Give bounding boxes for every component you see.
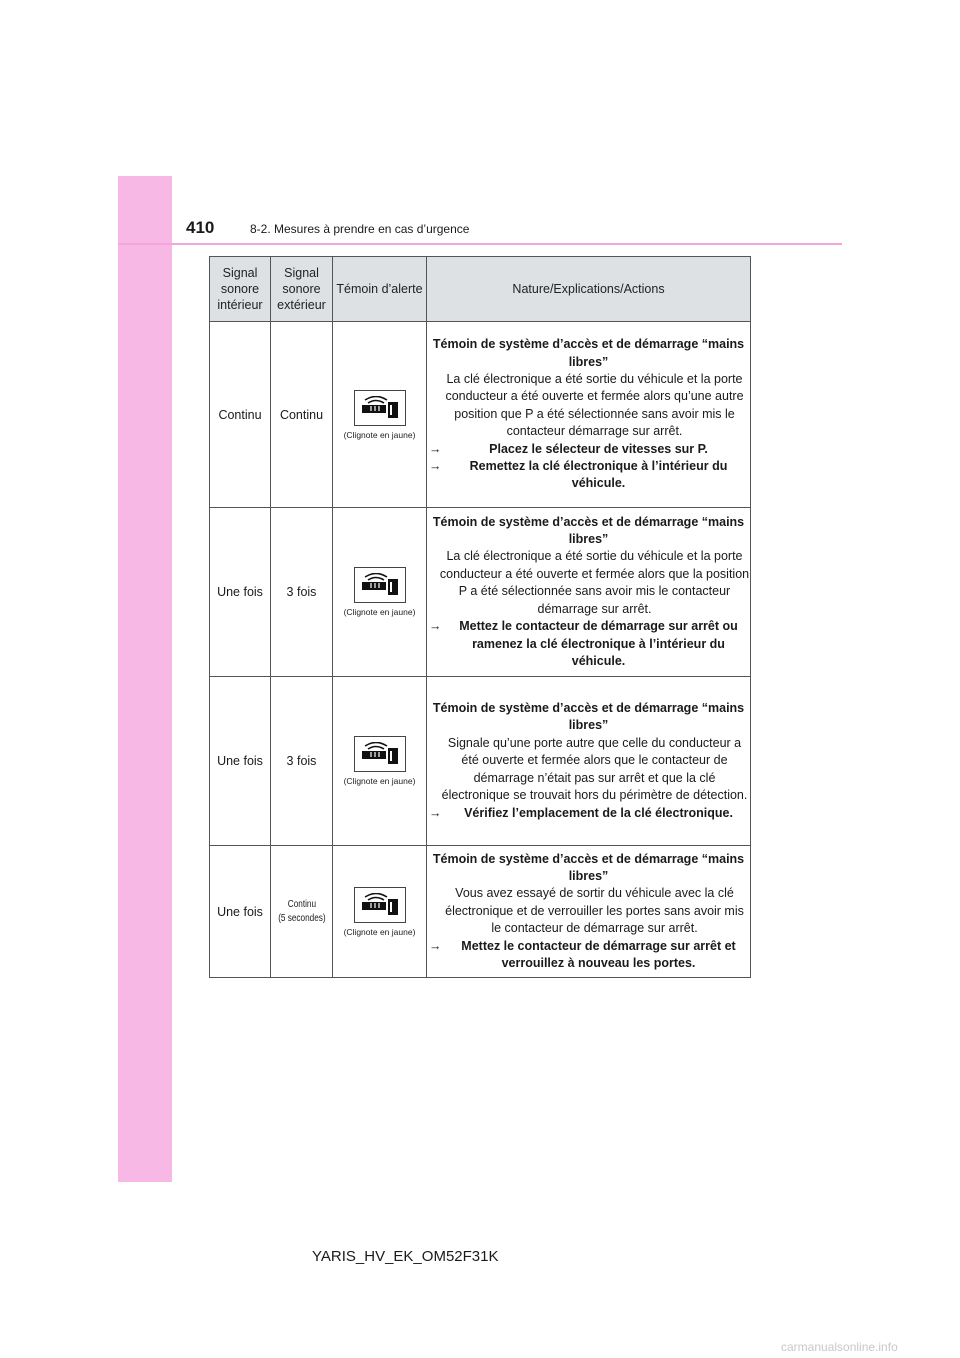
smart-key-alert-icon xyxy=(354,736,406,772)
row-title: Témoin de système d’accès et de démarrage “mains libres” xyxy=(432,514,745,547)
table-row xyxy=(210,846,751,978)
row-explanation: La clé électronique a été sortie du véhicule et la porte conducteur a été ouverte et fermée alors qu’une autre position que P a été sélectionnée sans avoir mis le contacteur démarrage sur arrêt. xyxy=(445,371,744,439)
page-number: 410 xyxy=(186,218,215,237)
indicator-caption: (Clignote en jaune) xyxy=(343,776,416,786)
action-item: → Mettez le contacteur de démarrage sur arrêt ou ramenez la clé électronique à l’intérieur du véhicule. xyxy=(429,619,738,668)
row-explanation: Vous avez essayé de sortir du véhicule avec la clé électronique et de verrouiller les portes sans avoir mis le contacteur de démarrage sur arrêt. xyxy=(445,886,744,936)
exterior-buzzer-cell: Continu xyxy=(271,322,333,508)
warning-light-cell xyxy=(333,508,427,677)
exterior-buzzer-cell: 3 fois xyxy=(271,508,333,677)
table-row xyxy=(210,508,751,677)
site-watermark: carmanualsonline.info xyxy=(781,1340,898,1354)
table-row xyxy=(210,322,751,508)
action-item: → Placez le sélecteur de vitesses sur P. xyxy=(427,441,750,458)
action-item: → Remettez la clé électronique à l’intérieur du véhicule. xyxy=(429,459,728,491)
arrow-icon: → xyxy=(429,938,442,953)
header-divider xyxy=(118,243,842,245)
header-interior-buzzer: Signal sonore intérieur xyxy=(210,257,271,322)
nature-cell xyxy=(427,677,751,846)
arrow-icon: → xyxy=(429,805,442,820)
nature-cell xyxy=(427,322,751,508)
smart-key-alert-icon xyxy=(354,567,406,603)
indicator-caption: (Clignote en jaune) xyxy=(343,429,416,440)
arrow-icon: → xyxy=(429,441,442,456)
interior-buzzer-cell: Continu xyxy=(210,322,271,508)
interior-buzzer-cell: Une fois xyxy=(210,508,271,677)
arrow-icon: → xyxy=(429,459,442,474)
interior-buzzer-cell: Une fois xyxy=(210,846,271,978)
nature-cell xyxy=(427,508,751,677)
section-title: 8-2. Mesures à prendre en cas d’urgence xyxy=(250,222,470,236)
warning-buzzer-table xyxy=(209,256,751,978)
exterior-buzzer-cell: 3 fois xyxy=(271,677,333,846)
nature-cell xyxy=(427,846,751,978)
warning-light-cell xyxy=(333,846,427,978)
smart-key-alert-icon xyxy=(354,887,406,923)
arrow-icon: → xyxy=(429,619,442,634)
table-row xyxy=(210,677,751,846)
interior-buzzer-cell: Une fois xyxy=(210,677,271,846)
row-explanation: La clé électronique a été sortie du véhicule et la porte conducteur a été ouverte et fermée alors que la position P a été sélectionnée sans avoir mis le contacteur démarrage sur arrêt. xyxy=(439,549,750,616)
header-nature: Nature/Explications/Actions xyxy=(427,257,751,322)
row-title: Témoin de système d’accès et de démarrage “mains libres” xyxy=(432,851,745,883)
warning-light-cell xyxy=(333,322,427,508)
row-title: Témoin de système d’accès et de démarrage “mains libres” xyxy=(432,701,745,733)
document-code: YARIS_HV_EK_OM52F31K xyxy=(312,1248,499,1265)
header-exterior-buzzer: Signal sonore extérieur xyxy=(271,257,333,322)
side-tab-strip xyxy=(118,176,172,1182)
table-header-row xyxy=(210,257,751,322)
exterior-buzzer-cell xyxy=(271,846,333,978)
action-item: → Vérifiez l’emplacement de la clé électronique. xyxy=(427,805,750,822)
row-explanation: Signale qu’une porte autre que celle du conducteur a été ouverte et fermée alors que le contacteur de démarrage n’était pas sur arrêt et que la clé électronique se trouvait hors du périmètre de détection. xyxy=(441,735,748,803)
header-warning-light: Témoin d’alerte xyxy=(333,257,427,322)
exterior-buzzer-duration: Continu (5 secondes) xyxy=(277,898,326,924)
indicator-caption: (Clignote en jaune) xyxy=(343,607,416,617)
action-item: → Mettez le contacteur de démarrage sur arrêt et verrouillez à nouveau les portes. xyxy=(429,938,736,971)
warning-light-cell xyxy=(333,677,427,846)
indicator-caption: (Clignote en jaune) xyxy=(343,926,416,937)
smart-key-alert-icon xyxy=(354,390,406,426)
row-title: Témoin de système d’accès et de démarrage “mains libres” xyxy=(432,337,745,369)
